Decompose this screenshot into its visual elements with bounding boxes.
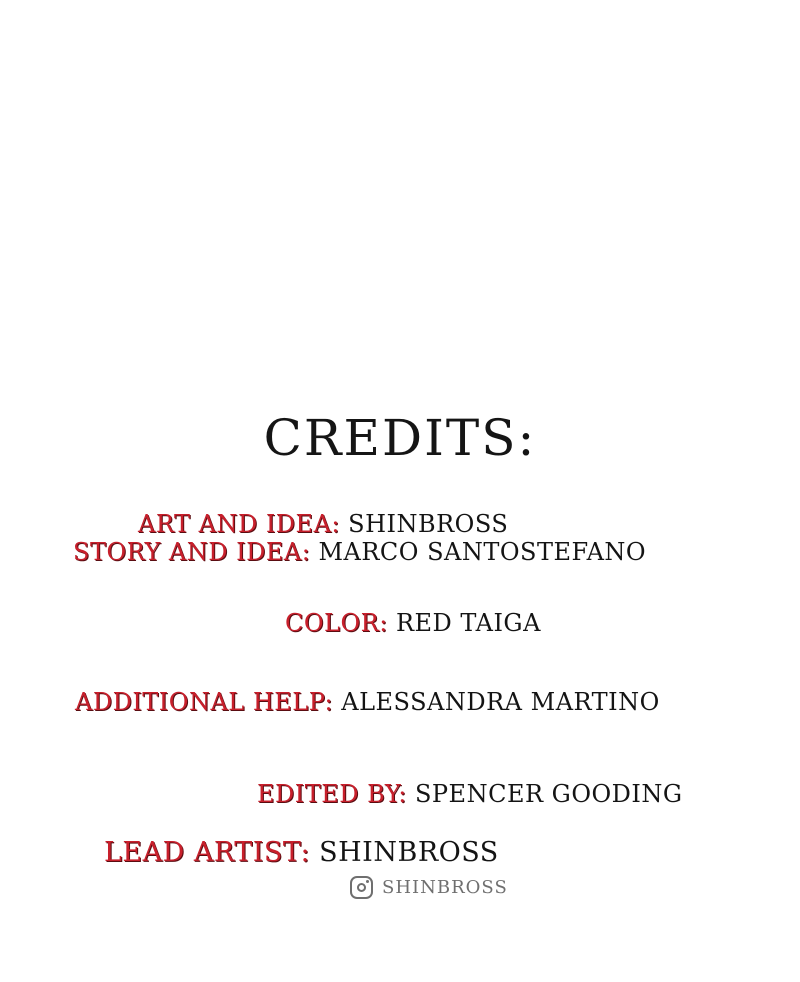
credit-role: STORY AND IDEA: <box>73 538 311 566</box>
instagram-link[interactable] <box>350 872 508 902</box>
credit-name: ALESSANDRA MARTINO <box>341 688 660 716</box>
instagram-icon <box>350 876 373 899</box>
credit-color <box>285 608 541 638</box>
credit-name: RED TAIGA <box>395 609 541 637</box>
page-title: CREDITS: <box>263 409 537 467</box>
credit-additional-help <box>75 687 660 717</box>
credit-role: EDITED BY: <box>257 780 407 808</box>
credit-name: MARCO SANTOSTEFANO <box>318 538 647 566</box>
credit-name: SHINBROSS <box>348 510 509 538</box>
credit-lead-artist <box>104 838 499 868</box>
credit-role: LEAD ARTIST: <box>104 837 311 868</box>
instagram-handle: SHINBROSS <box>382 876 508 898</box>
credit-edited-by <box>257 779 683 809</box>
credit-role: ART AND IDEA: <box>138 510 340 538</box>
credit-role: COLOR: <box>285 609 388 637</box>
credit-role: ADDITIONAL HELP: <box>75 688 334 716</box>
credit-name: SPENCER GOODING <box>414 780 683 808</box>
credit-art-and-idea <box>138 509 508 539</box>
credit-story-and-idea <box>73 537 646 567</box>
credit-name: SHINBROSS <box>319 837 499 868</box>
